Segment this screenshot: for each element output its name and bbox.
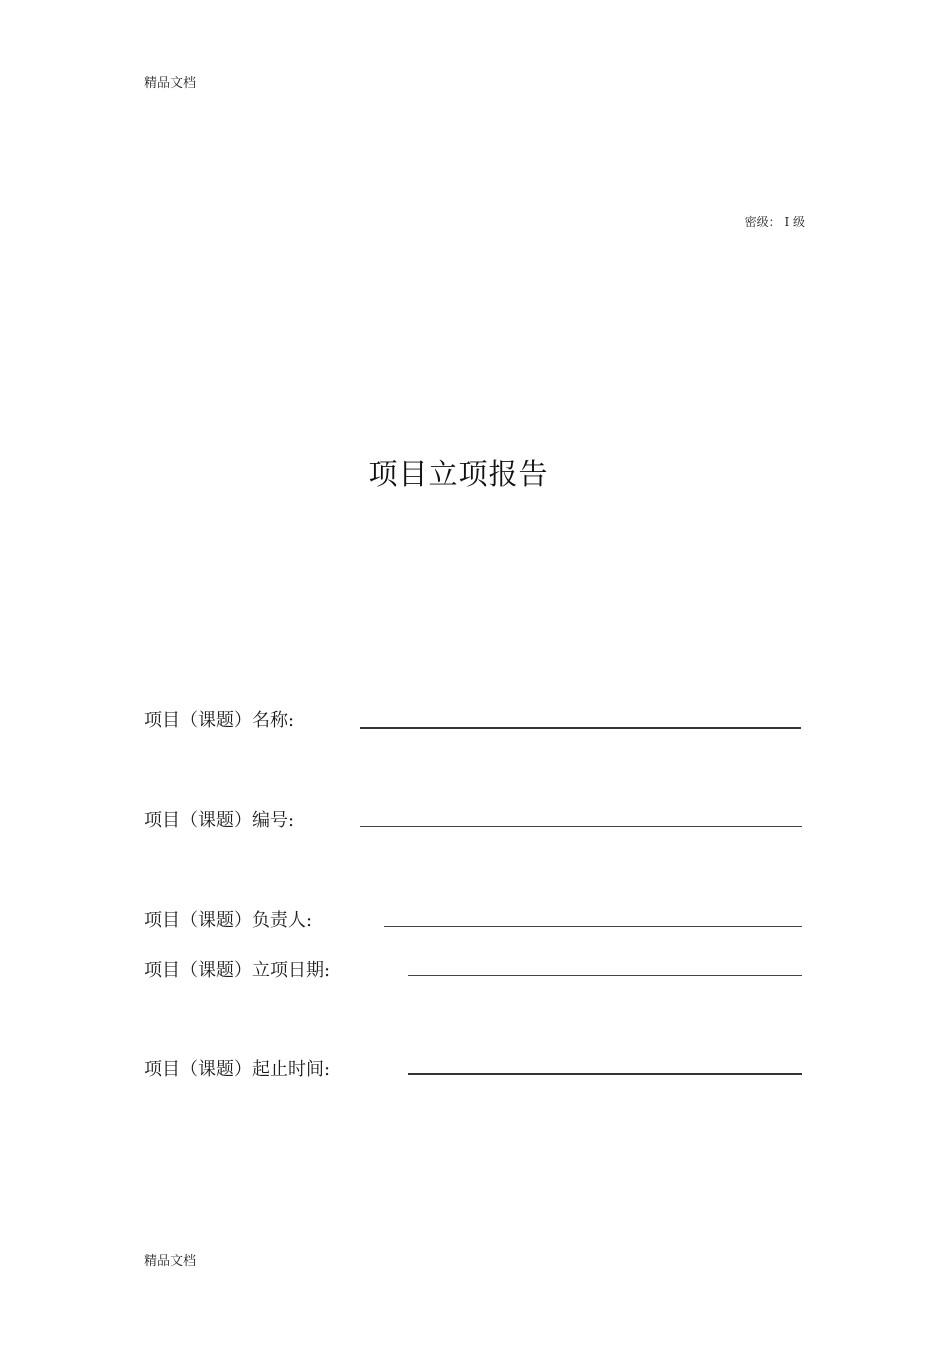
document-title: 项目立项报告 [368,457,549,491]
field-line-name[interactable] [360,727,801,729]
field-label-name: 项目（课题）名称: [144,710,295,731]
field-line-duration[interactable] [408,1073,802,1075]
field-label-leader: 项目（课题）负责人: [144,910,313,931]
field-line-approval-date[interactable] [408,975,802,976]
field-line-leader[interactable] [384,926,802,927]
field-line-number[interactable] [360,826,802,827]
security-level: 密级： I 级 [744,215,805,229]
page-header: 精品文档 [144,76,197,91]
field-label-number: 项目（课题）编号: [144,810,295,831]
field-label-duration: 项目（课题）起止时间: [144,1059,331,1080]
page-footer: 精品文档 [144,1254,197,1269]
field-label-approval-date: 项目（课题）立项日期: [144,960,331,981]
